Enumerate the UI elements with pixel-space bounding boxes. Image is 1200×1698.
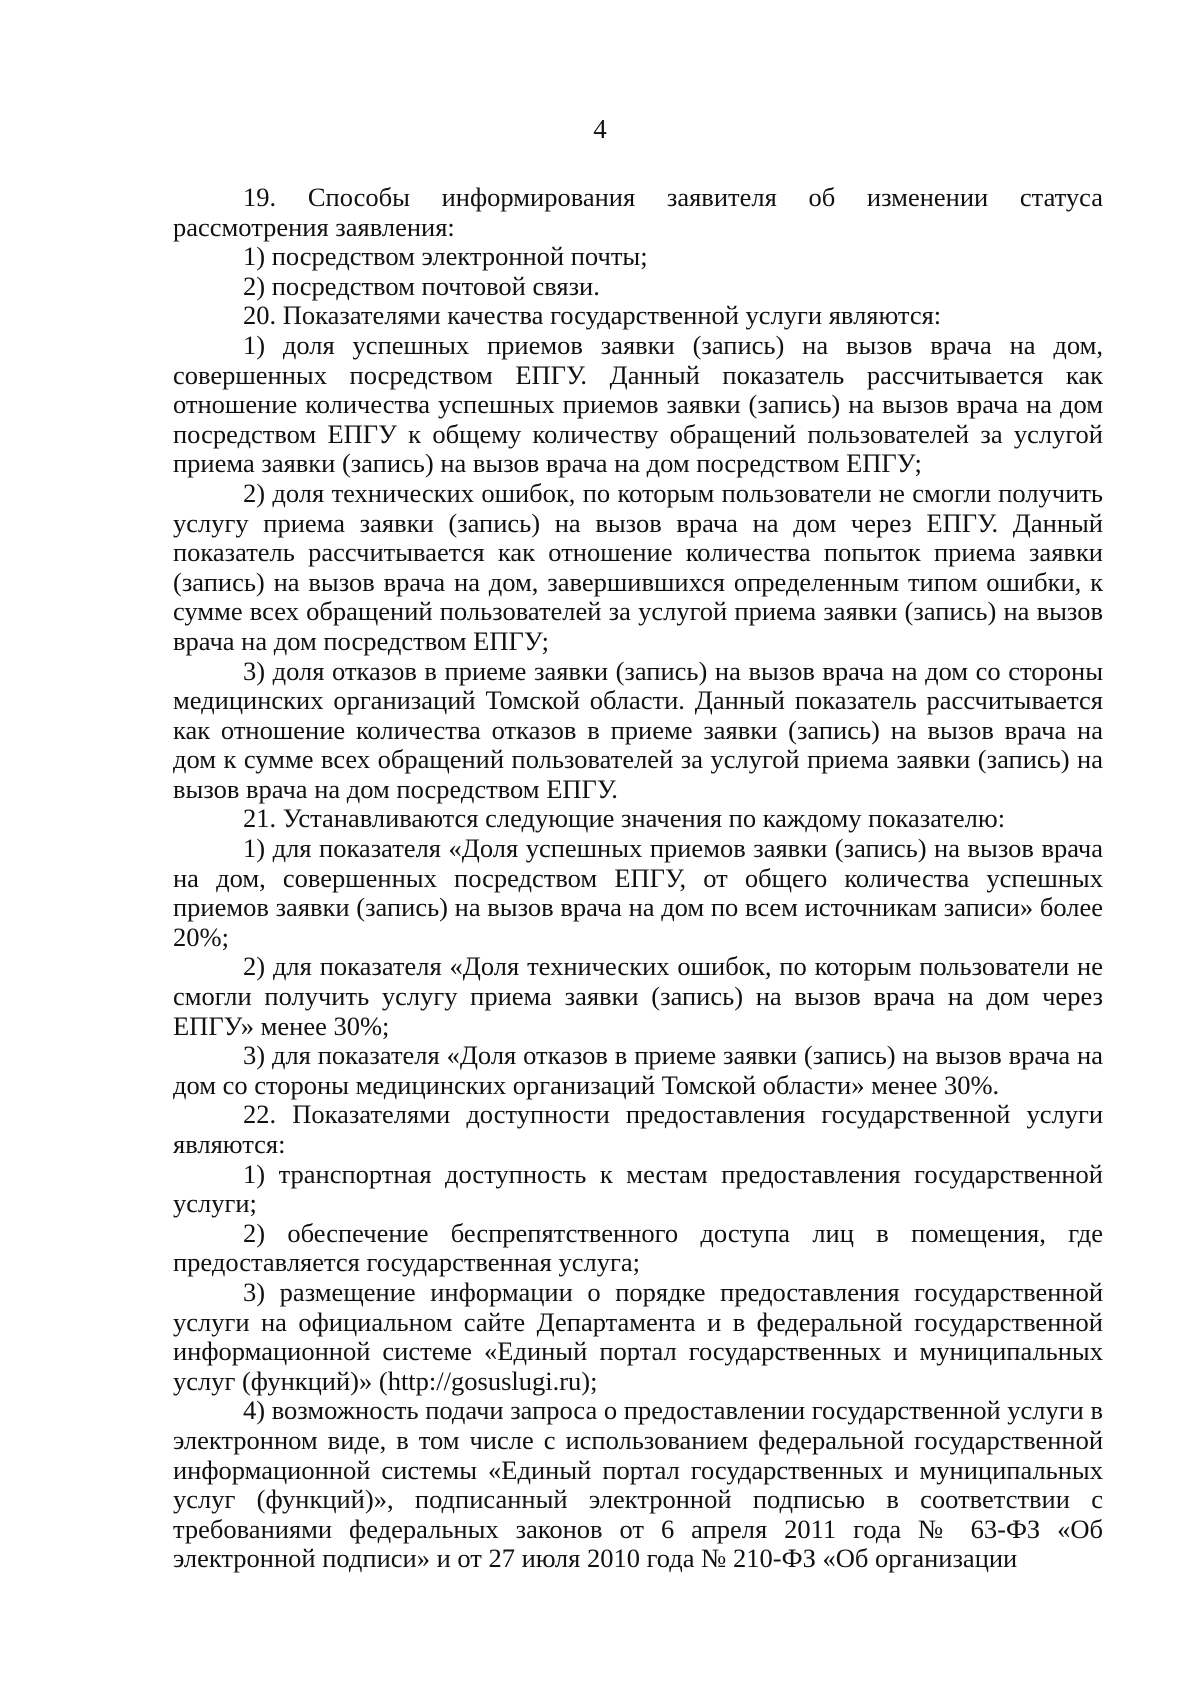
- list-item-21-3: 3) для показателя «Доля отказов в приеме заявки (запись) на вызов врача на дом со стороны медицинских организаций Томской области» менее 30%.: [173, 1040, 1103, 1100]
- page-number: 4: [593, 114, 607, 144]
- list-item-22-2: 2) обеспечение беспрепятственного доступа лиц в помещения, где предоставляется государственная услуга;: [173, 1217, 1103, 1278]
- list-item-22-4: 4) возможность подачи запроса о предоставлении государственной услуги в электронном виде, в том числе с использованием федеральной государственной информационной системы «Единый портал государственных и муниципальных услуг (функций)», подписанный электронной подписью в соответствии с требованиями федеральных законов от 6 апреля 2011 года № 63-ФЗ «Об электронной подписи» и от 27 июля 2010 года № 210-ФЗ «Об организации: [173, 1395, 1103, 1574]
- list-item-22-3: 3) размещение информации о порядке предоставления государственной услуги на официальном сайте Департамента и в федеральной государственной информационной системе «Единый портал государственных и муниципальных услуг (функций)» (http://gosuslugi.ru);: [173, 1276, 1103, 1396]
- list-item-19-2: 2) посредством почтовой связи.: [243, 270, 600, 301]
- list-item-20-2: 2) доля технических ошибок, по которым пользователи не смогли получить услугу приема заявки (запись) на вызов врача на дом через ЕПГУ. Данный показатель рассчитывается как отношение количества попыток приема заявки (запись) на вызов врача на дом, завершившихся определенным типом ошибки, к сумме всех обращений пользователей за услугой приема заявки (запись) на вызов врача на дом посредством ЕПГУ;: [173, 477, 1103, 656]
- list-item-19-1: 1) посредством электронной почты;: [243, 241, 648, 272]
- paragraph-21: 21. Устанавливаются следующие значения по каждому показателю:: [243, 803, 1006, 834]
- paragraph-22: 22. Показателями доступности предоставления государственной услуги являются:: [173, 1099, 1103, 1159]
- list-item-21-1: 1) для показателя «Доля успешных приемов заявки (запись) на вызов врача на дом, совершенных посредством ЕПГУ, от общего количества успешных приемов заявки (запись) на вызов врача на дом по всем источникам записи» более 20%;: [173, 833, 1103, 952]
- document-body: [173, 183, 1103, 1574]
- paragraph-19: 19. Способы информирования заявителя об изменении статуса рассмотрения заявления:: [173, 182, 1103, 242]
- list-item-22-1: 1) транспортная доступность к местам предоставления государственной услуги;: [173, 1158, 1103, 1219]
- paragraph-20: 20. Показателями качества государственной услуги являются:: [243, 300, 942, 331]
- list-item-21-2: 2) для показателя «Доля технических ошибок, по которым пользователи не смогли получить услугу приема заявки (запись) на вызов врача на дом через ЕПГУ» менее 30%;: [173, 951, 1103, 1041]
- list-item-20-1: 1) доля успешных приемов заявки (запись) на вызов врача на дом, совершенных посредством ЕПГУ. Данный показатель рассчитывается как отношение количества успешных приемов заявки (запись) на вызов врача на дом посредством ЕПГУ к общему количеству обращений пользователей за услугой приема заявки (запись) на вызов врача на дом посредством ЕПГУ;: [173, 329, 1103, 479]
- list-item-20-3: 3) доля отказов в приеме заявки (запись) на вызов врача на дом со стороны медицинских организаций Томской области. Данный показатель рассчитывается как отношение количества отказов в приеме заявки (запись) на вызов врача на дом к сумме всех обращений пользователей за услугой приема заявки (запись) на вызов врача на дом посредством ЕПГУ.: [173, 655, 1103, 804]
